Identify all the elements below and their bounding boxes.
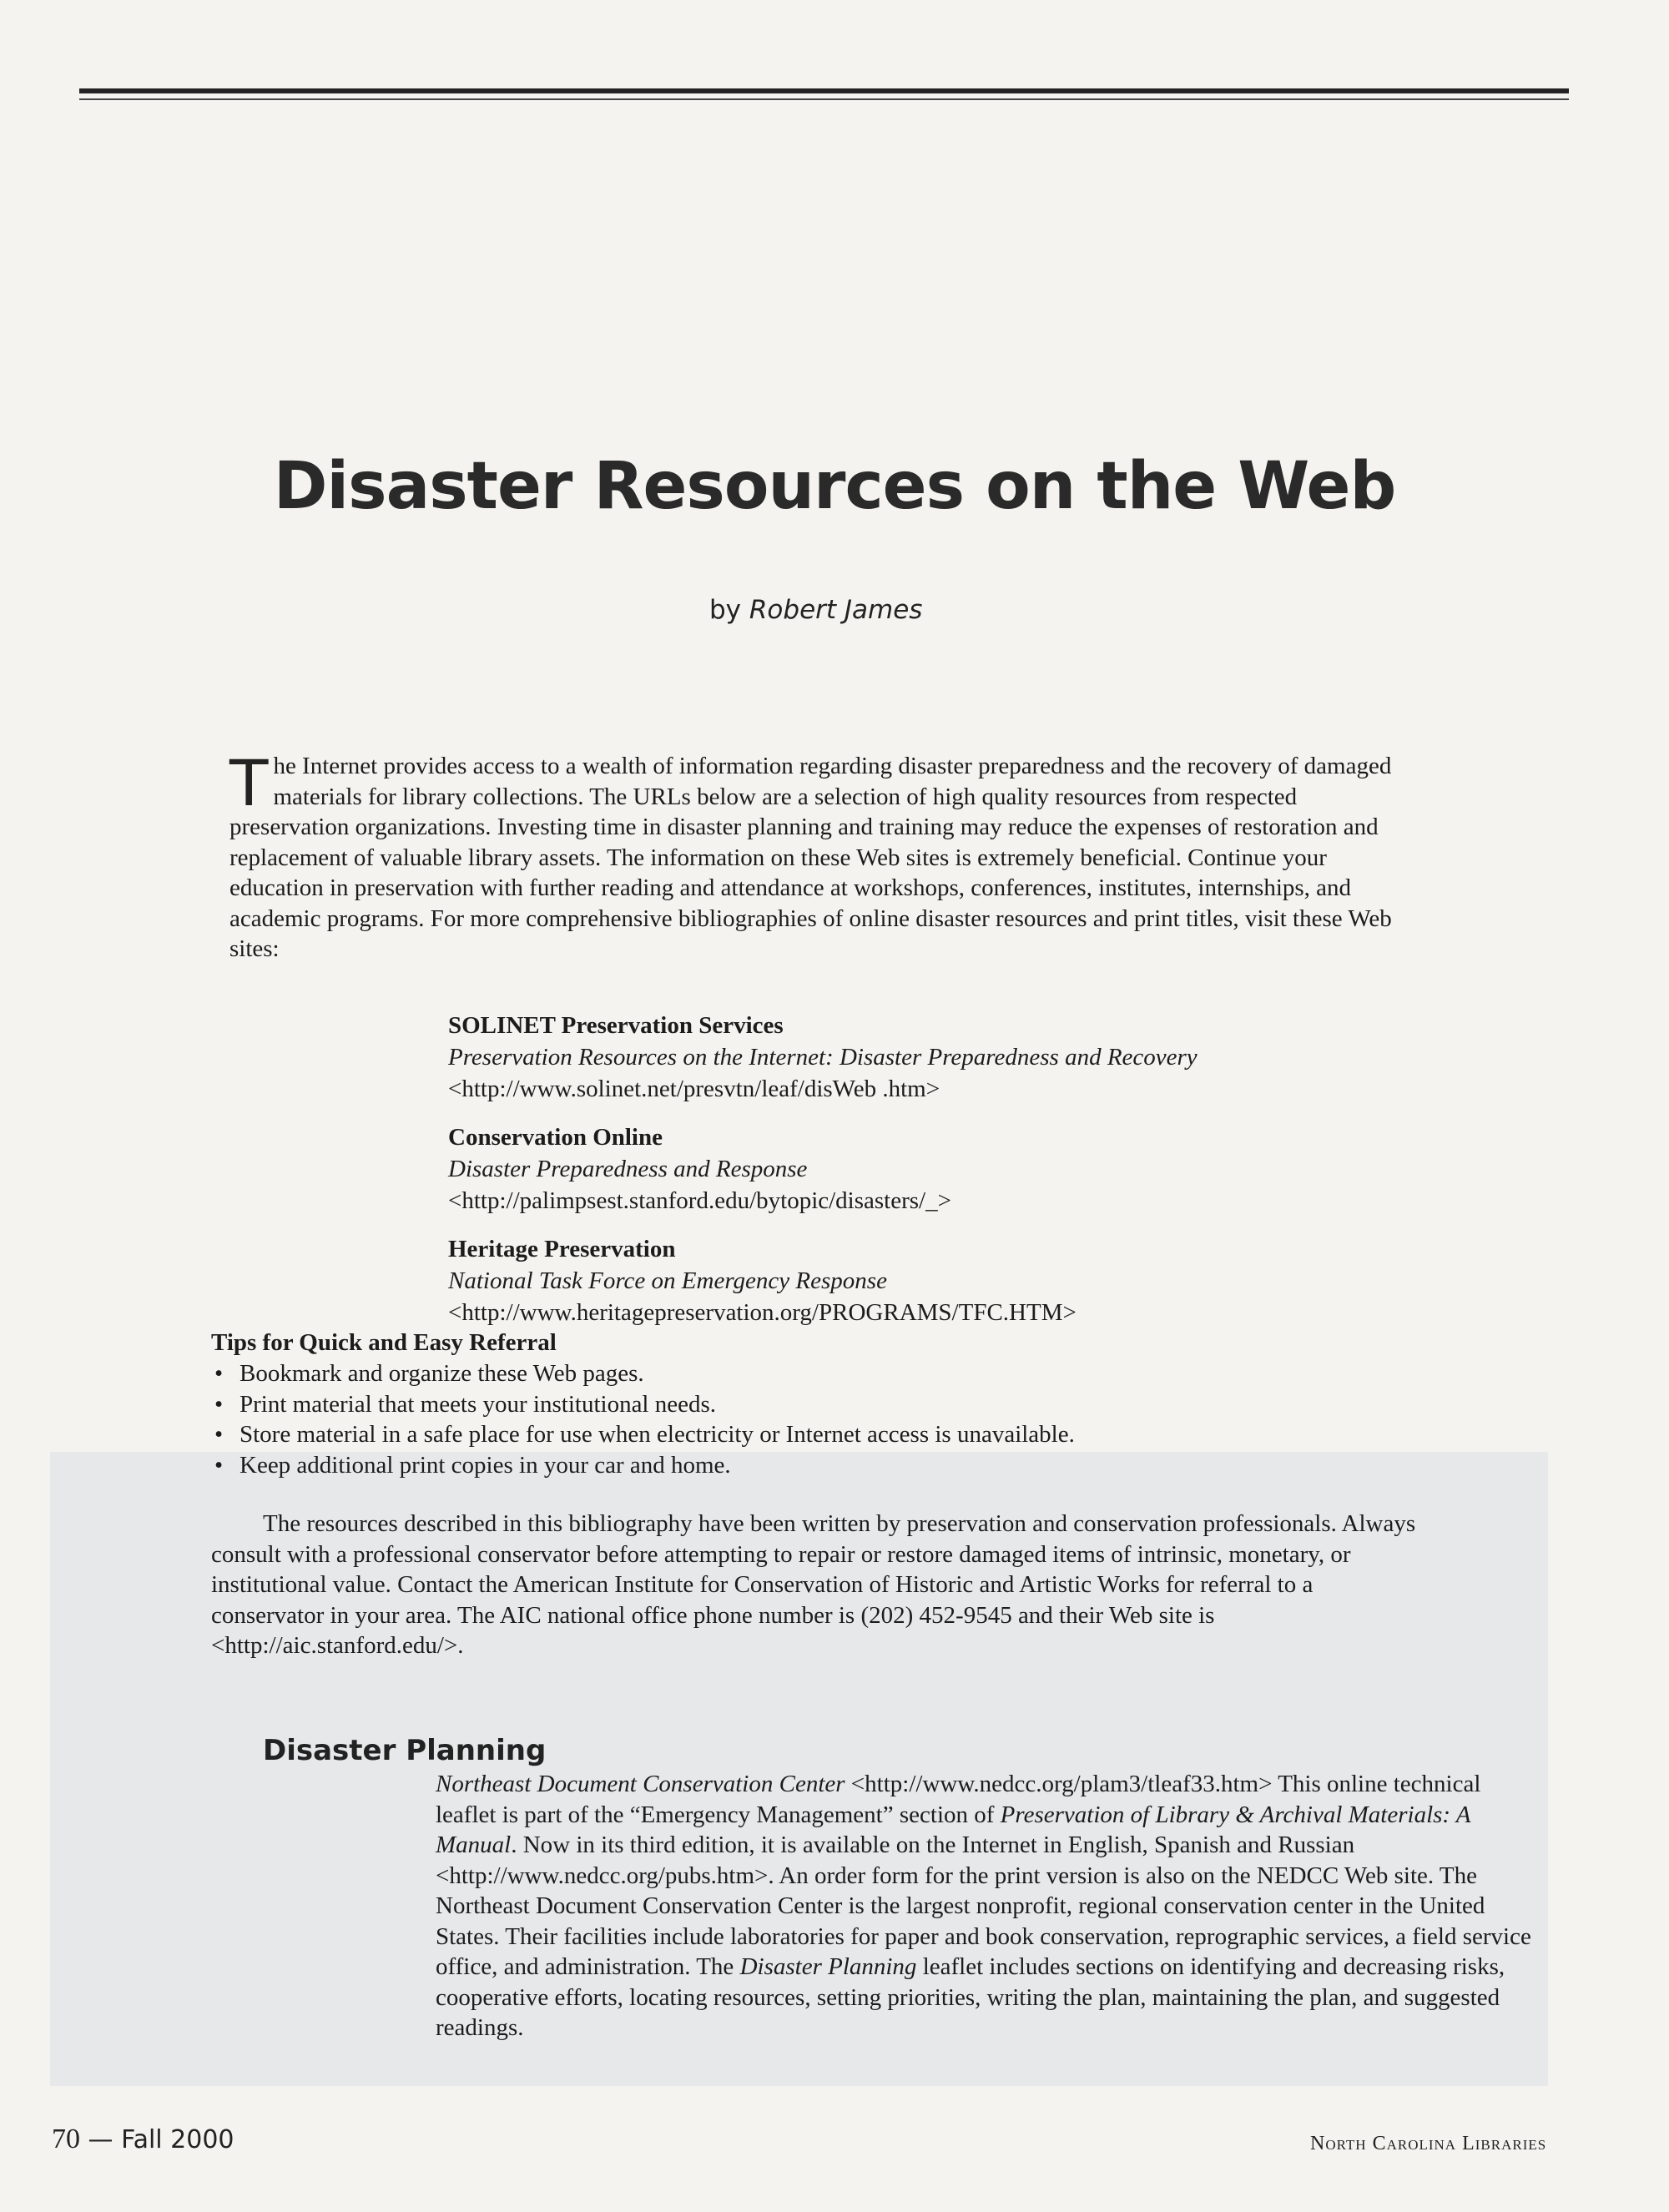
resource-title: Preservation Resources on the Internet: Disaster Preparedness and Recovery bbox=[448, 1044, 1198, 1071]
resource-url[interactable]: <http://www.solinet.net/presvtn/leaf/disWeb .htm> bbox=[448, 1076, 940, 1102]
tip-item bbox=[211, 1450, 1421, 1481]
intro-paragraph bbox=[229, 746, 1398, 965]
tips-list bbox=[211, 1358, 1421, 1480]
tip-text: Store material in a safe place for use when electricity or Internet access is unavailable. bbox=[240, 1421, 1075, 1448]
tip-item bbox=[211, 1389, 1421, 1420]
page-number: 70 bbox=[52, 2124, 80, 2154]
footer-folio bbox=[52, 2124, 234, 2155]
resource-org: Conservation Online bbox=[448, 1124, 663, 1151]
issue-date: — Fall 2000 bbox=[80, 2125, 234, 2154]
tip-text: Print material that meets your institutional needs. bbox=[240, 1390, 717, 1418]
resource-item bbox=[448, 1233, 1450, 1328]
resource-title: Disaster Preparedness and Response bbox=[448, 1156, 808, 1182]
resource-title: National Task Force on Emergency Response bbox=[448, 1267, 887, 1294]
source-name: Northeast Document Conservation Center bbox=[436, 1771, 845, 1797]
resource-item bbox=[448, 1010, 1450, 1105]
disaster-planning-heading: Disaster Planning bbox=[263, 1734, 547, 1767]
resource-item bbox=[448, 1121, 1450, 1217]
publication-name: North Carolina Libraries bbox=[1310, 2133, 1547, 2154]
resource-url[interactable]: <http://www.heritagepreservation.org/PROGRAMS/TFC.HTM> bbox=[448, 1299, 1077, 1326]
leaflet-title: Disaster Planning bbox=[739, 1953, 917, 1980]
bullet-icon: • bbox=[214, 1451, 224, 1479]
tip-item bbox=[211, 1419, 1421, 1450]
tip-item bbox=[211, 1358, 1421, 1389]
bullet-icon: • bbox=[214, 1360, 224, 1387]
bullet-icon: • bbox=[214, 1390, 224, 1418]
resource-org: Heritage Preservation bbox=[448, 1236, 676, 1262]
header-rule bbox=[79, 88, 1569, 93]
bullet-icon: • bbox=[214, 1421, 224, 1448]
resource-list bbox=[448, 1010, 1450, 1345]
byline bbox=[709, 595, 922, 625]
disaster-planning-body bbox=[436, 1769, 1541, 2043]
tip-text: Keep additional print copies in your car and home. bbox=[240, 1451, 731, 1479]
byline-prefix: by bbox=[709, 595, 749, 625]
resource-org: SOLINET Preservation Services bbox=[448, 1012, 784, 1039]
tips-heading: Tips for Quick and Easy Referral bbox=[211, 1329, 557, 1356]
article-title: Disaster Resources on the Web bbox=[273, 449, 1396, 524]
disclaimer-paragraph: The resources described in this bibliography have been written by preservation and conservation professionals. Always consult with a professional conservator before attempting to repair or restore damaged items of intrinsic, monetary, or institutional value. Contact the American Institute for Conservation of Historic and Artistic Works for referral to a conservator in your area. The AIC national office phone number is (202) 452-9545 and their Web site is <http://aic.stanford.edu/>. bbox=[211, 1510, 1416, 1659]
resource-url[interactable]: <http://palimpsest.stanford.edu/bytopic/disasters/_> bbox=[448, 1187, 951, 1214]
manual-title: Preservation of Library & Archival Materials: A Manual bbox=[436, 1801, 1470, 1858]
body-text-1: This online technical leaflet is part of the “Emergency Management” section of bbox=[436, 1771, 1481, 1828]
author-name: Robert James bbox=[749, 595, 923, 625]
tip-text: Bookmark and organize these Web pages. bbox=[240, 1360, 644, 1387]
body-text-3: leaflet includes sections on identifying and decreasing risks, cooperative efforts, locating resources, setting priorities, writing the plan, maintaining the plan, and suggested readings. bbox=[436, 1953, 1505, 2041]
body-text-2: . Now in its third edition, it is available on the Internet in English, Spanish and Russian <http://www.nedcc.org/pubs.htm>. An order form for the print version is also on the NEDCC Web site. The Northeast Document Conservation Center is the largest nonprofit, regional conservation center in the United States. Their facilities include laboratories for paper and book conservation, reprographic services, a field service office, and administration. The bbox=[436, 1832, 1531, 1980]
tips-box bbox=[211, 1327, 1421, 1480]
header-rule-thin bbox=[79, 98, 1569, 100]
drop-cap: T bbox=[229, 746, 269, 820]
intro-text: he Internet provides access to a wealth of information regarding disaster preparedness and the recovery of damaged materials for library collections. The URLs below are a selection of high quality resources from respected preservation organizations. Investing time in disaster planning and training may reduce the expenses of restoration and replacement of valuable library assets. The information on these Web sites is extremely beneficial. Continue your education in preservation with further reading and attendance at workshops, conferences, institutes, internships, and academic programs. For more comprehensive bibliographies of online disaster resources and print titles, visit these Web sites: bbox=[229, 753, 1392, 962]
source-url[interactable]: <http://www.nedcc.org/plam3/tleaf33.htm> bbox=[845, 1771, 1273, 1797]
